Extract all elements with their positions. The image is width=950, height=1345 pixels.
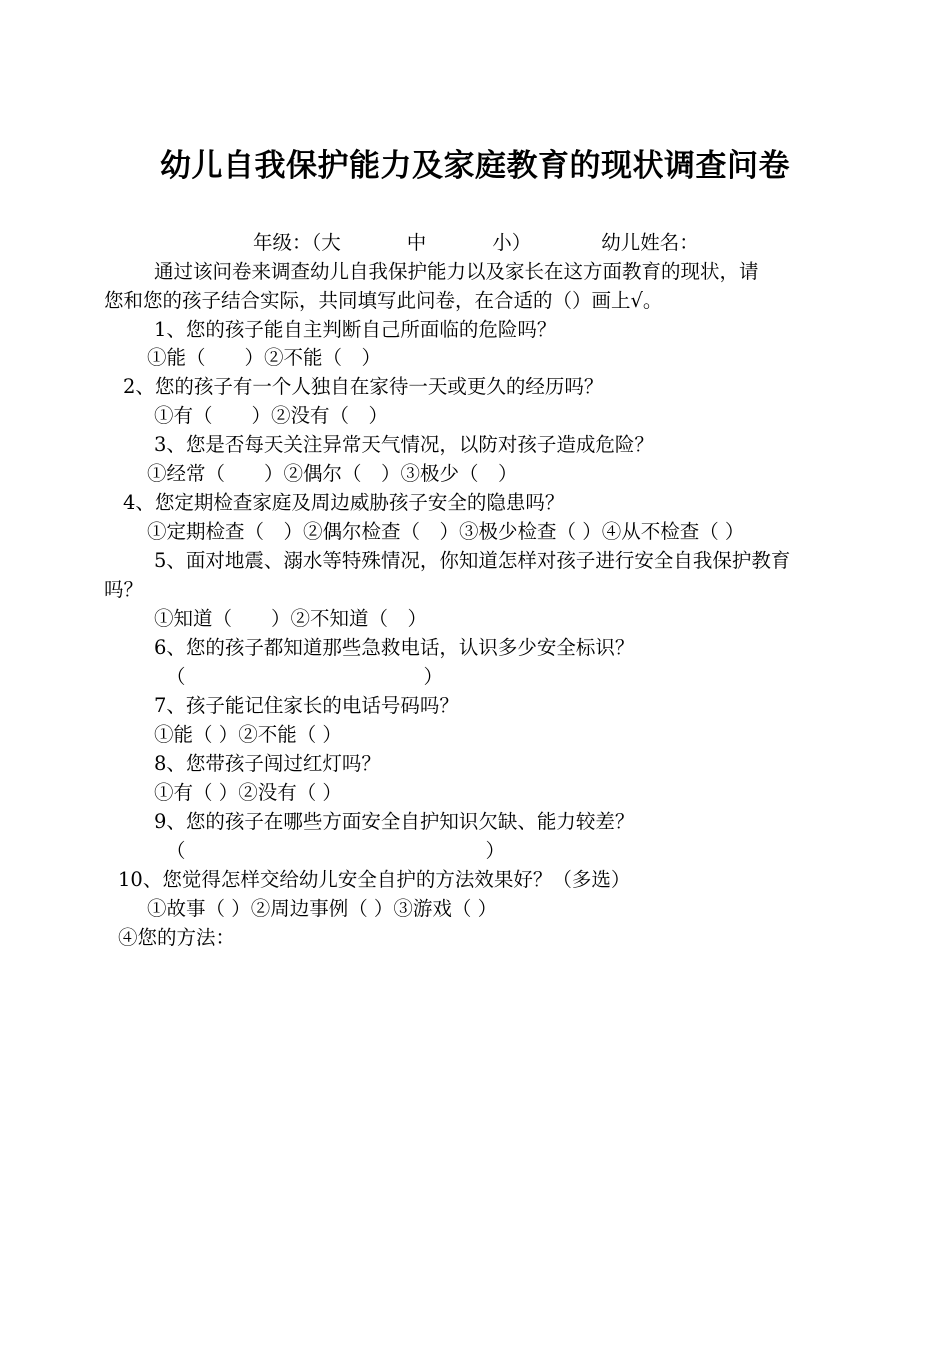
question-8: 8、您带孩子闯过红灯吗？ <box>154 752 381 775</box>
blank-close-paren: ） <box>485 839 506 862</box>
question-1: 1、您的孩子能自主判断自己所面临的危险吗？ <box>154 318 557 341</box>
question-3: 3、您是否每天关注异常天气情况，以防对孩子造成危险？ <box>154 433 654 456</box>
question-7: 7、孩子能记住家长的电话号码吗？ <box>154 694 459 717</box>
intro-line-2: 您和您的孩子结合实际，共同填写此问卷，在合适的（）画上√。 <box>104 289 663 312</box>
blank-open-paren: （ <box>166 665 186 688</box>
question-6-answer-blank[interactable] <box>166 662 443 691</box>
question-9-answer-blank[interactable] <box>166 836 505 865</box>
blank-close-paren: ） <box>423 665 444 688</box>
question-5-line-2: 吗？ <box>104 578 144 601</box>
question-10-options[interactable]: ①故事（ ）②周边事例（ ）③游戏（ ） <box>147 897 498 920</box>
grade-small[interactable]: 小） <box>492 231 532 254</box>
question-9: 9、您的孩子在哪些方面安全自护知识欠缺、能力较差？ <box>154 810 635 833</box>
question-7-options[interactable]: ①能（ ）②不能（ ） <box>154 723 342 746</box>
question-8-options[interactable]: ①有（ ）②没有（ ） <box>154 781 342 804</box>
question-10-option-4[interactable]: ④您的方法： <box>118 926 236 949</box>
question-4-options[interactable]: ①定期检查（ ）②偶尔检查（ ）③极少检查（ ）④从不检查（ ） <box>147 520 745 543</box>
intro-line-1: 通过该问卷来调查幼儿自我保护能力以及家长在这方面教育的现状，请 <box>154 260 759 283</box>
grade-label: 年级：（大 <box>253 231 341 254</box>
page-title: 幼儿自我保护能力及家庭教育的现状调查问卷 <box>160 148 790 184</box>
blank-open-paren: （ <box>166 839 186 862</box>
child-name-label: 幼儿姓名： <box>601 231 699 254</box>
question-5-line-1: 5、面对地震、溺水等特殊情况，你知道怎样对孩子进行安全自我保护教育 <box>154 549 791 572</box>
grade-middle[interactable]: 中 <box>406 231 427 254</box>
question-6: 6、您的孩子都知道那些急救电话，认识多少安全标识？ <box>154 636 635 659</box>
question-5-options[interactable]: ①知道（ ）②不知道（ ） <box>154 607 428 630</box>
question-3-options[interactable]: ①经常（ ）②偶尔（ ）③极少（ ） <box>147 462 518 485</box>
question-10: 10、您觉得怎样交给幼儿安全自护的方法效果好？（多选） <box>118 868 631 891</box>
question-1-options[interactable]: ①能（ ）②不能（ ） <box>147 346 382 369</box>
question-4: 4、您定期检查家庭及周边威胁孩子安全的隐患吗？ <box>123 491 565 514</box>
question-2-options[interactable]: ①有（ ）②没有（ ） <box>154 404 389 427</box>
question-2: 2、您的孩子有一个人独自在家待一天或更久的经历吗？ <box>123 375 604 398</box>
grade-line <box>253 228 699 257</box>
